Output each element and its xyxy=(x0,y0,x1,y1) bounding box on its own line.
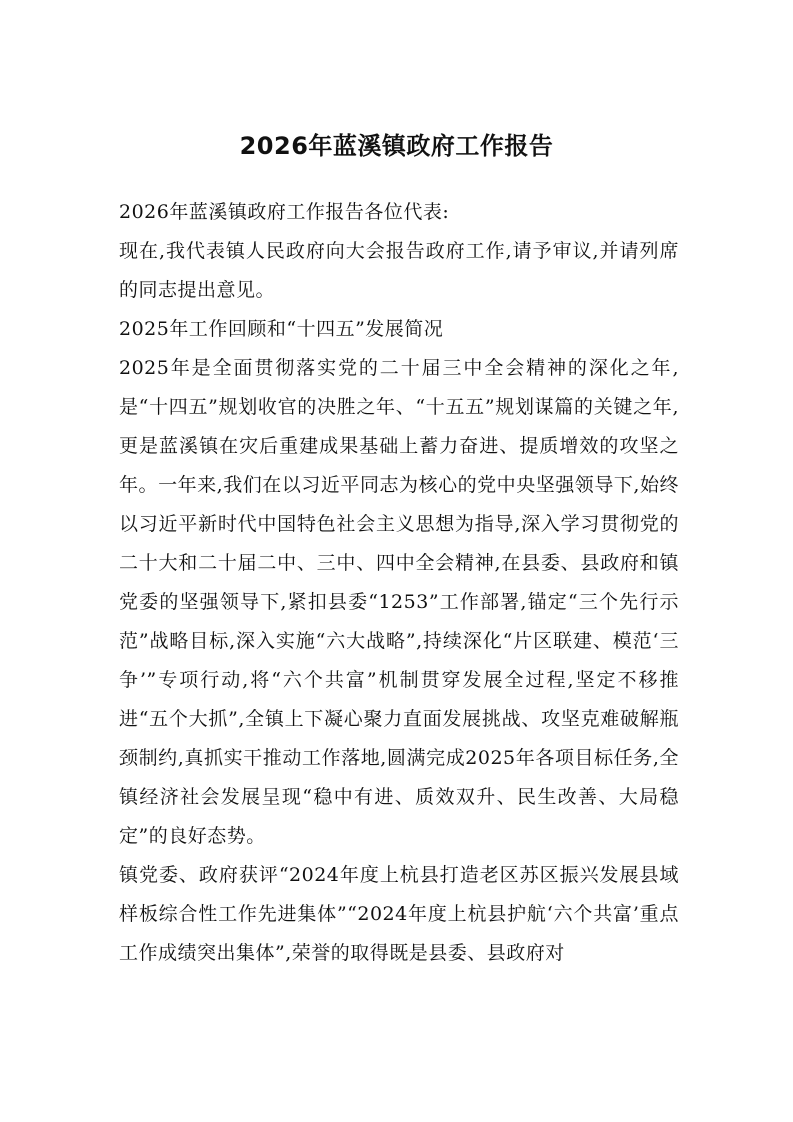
document-body xyxy=(119,193,679,973)
opening-paragraph: 现在,我代表镇人民政府向大会报告政府工作,请予审议,并请列席的同志提出意见。 xyxy=(119,240,679,301)
review-paragraph: 2025年是全面贯彻落实党的二十届三中全会精神的深化之年,是“十四五”规划收官的决胜之年、“十五五”规划谋篇的关键之年,更是蓝溪镇在灾后重建成果基础上蓄力奋进、提质增效的攻坚之年。一年来,我们在以习近平同志为核心的党中央坚强领导下,始终以习近平新时代中国特色社会主义思想为指导,深入学习贯彻党的二十大和二十届二中、三中、四中全会精神,在县委、县政府和镇党委的坚强领导下,紧扣县委“1253”工作部署,锚定“三个先行示范”战略目标,深入实施“六大战略”,持续深化“片区联建、模范‘三争’”专项行动,将“六个共富”机制贯穿发展全过程,坚定不移推进“五个大抓”,全镇上下凝心聚力直面发展挑战、攻坚克难破解瓶颈制约,真抓实干推动工作落地,圆满完成2025年各项目标任务,全镇经济社会发展呈现“稳中有进、质效双升、民生改善、大局稳定”的良好态势。 xyxy=(119,357,679,847)
section-heading: 2025年工作回顾和“十四五”发展简况 xyxy=(119,318,444,340)
document-title: 2026年蓝溪镇政府工作报告 xyxy=(239,132,554,160)
salutation-paragraph: 2026年蓝溪镇政府工作报告各位代表: xyxy=(119,201,450,223)
honors-paragraph: 镇党委、政府获评“2024年度上杭县打造老区苏区振兴发展县域样板综合性工作先进集体”“2024年度上杭县护航‘六个共富’重点工作成绩突出集体”,荣誉的取得既是县委、县政府对 xyxy=(119,864,679,964)
